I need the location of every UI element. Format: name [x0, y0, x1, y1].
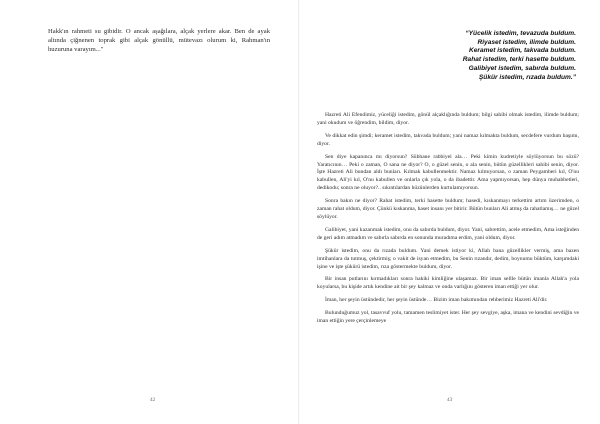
- epigraph-line: Galibiyet istedim, sabırda buldum.: [468, 64, 576, 72]
- epigraph-line: Rahat istedim, terki hasette buldum.: [462, 56, 576, 64]
- body-text: [317, 112, 579, 331]
- right-page: [300, 0, 600, 424]
- body-paragraph: Bulunduğumuz yol, tasavvuf yolu, tamamen teslimiyet ister. Her şey sevgiye, aşka, imana ve kendini sevdiğin ve iman ettiğin yere çerçinlemeye: [317, 310, 579, 325]
- epigraph: [442, 30, 576, 82]
- body-paragraph: Şükür istedim, onu da rızada buldum. Yani demek istiyor ki, Allah bana güzellikler vermiş, ama bazen imtihanlara da tutmuş, çektirmiş; o vakit de isyan etmedim, bu Senin rızandır, dedim, boynumu büktüm, karşımdaki işine ve işte şükürü istedim, rıza göstermekte buldum, diyor.: [317, 247, 579, 270]
- epigraph-line: Şükür istedim, rızada buldum.”: [478, 73, 576, 81]
- body-paragraph: Ve dikkat edin şimdi; keramet istedim, takvada buldum; yani namaz kılmakta buldum, secdefere vurdum başımı, diyor.: [317, 132, 579, 147]
- epigraph-line: Riyaset istedim, ilimde buldum.: [477, 38, 576, 46]
- epigraph-line: Keramet istedim, takvada buldum.: [469, 47, 576, 55]
- body-paragraph: Bir insan putlarını kırmadıkları sonra hakiki kimliğine ulaşamaz. Bir iman sellle bütün imanla Allah'a yola koyularsa, bu kişide artık kendine ait bir şey kalmaz ve onda varlığını gösteren iman ettiği yer olur.: [317, 276, 579, 291]
- body-paragraph: Hazreti Ali Efendimiz, yüceliği istedim, gönül alçaklığında buldum; bilgi sahibi olmak istedim, ilimde buldum; yani okudum ve öğrendim, bildim, diyor.: [317, 112, 579, 126]
- body-paragraph: Galibiyet, yani kazanmak istedim, onu da sabırda buldum, diyor. Yani, sabrettim, acele etmedim, Ama isteğinden de geri adım atmadım ve sabırla sabırda en sonunda muradıma erdim, yani oldum, diyor.: [317, 226, 579, 241]
- page-number-left: 42: [150, 397, 156, 403]
- body-paragraph: İman, her şeyin üstündedir, her şeyin üstünde… Bizim iman bakımından rehberimiz Hazreti Ali'dir.: [325, 297, 548, 304]
- body-paragraph: Sonra bakın ne diyor? Rahat istedim, terki hasette buldum; hasedi, kıskanmayı terkettim artım üzerimden, o zaman rahat oldum, diyor. Çünkü kıskanma, haset insanı yer bitirir. Bütün bunları Ali atmış da rahatlamış… ne güzel söylüyor.: [317, 198, 579, 220]
- left-page-paragraph: Hakk'ın rahmeti su gibidir. O ancak aşağılara, alçak yerlere akar. Ben de ayak altında çiğnenen toprak gibi alçak gönüllü, mütevazı olurum ki, Rahman'ın huzuruna varayım...": [48, 28, 270, 54]
- page-number-right: 43: [447, 397, 453, 403]
- epigraph-line: “Yücelik istedim, tevazuda buldum.: [465, 30, 576, 37]
- body-paragraph: Sen diye kapanınca mı diyorsun? Sübhane rabbiyel ala… Peki kimin kudretiyle söylüyorsun bu sözü? Yaratıcının… Peki o zaman, O sana ne diyor? O, o güzel senin, o ala senin, bütün güzellikleri sahibi senin, diyor. İşte Hazreti Ali bundan aldı bunları. Kılmak kabullenmektir. Namaz kılmıyorsan, o zaman Peygamberi kıl, O'nu kabullen, Ali'yi kıl, O'nu kabullen ve onlarla çık yola, o da ibadettir. Ama yapmıyorsan, hep dünya muhabbetleri, dedikodu; sonra ne oluyor?.. sıkıntılardan hüzünlerden kurtulamıyorsun.: [317, 153, 579, 192]
